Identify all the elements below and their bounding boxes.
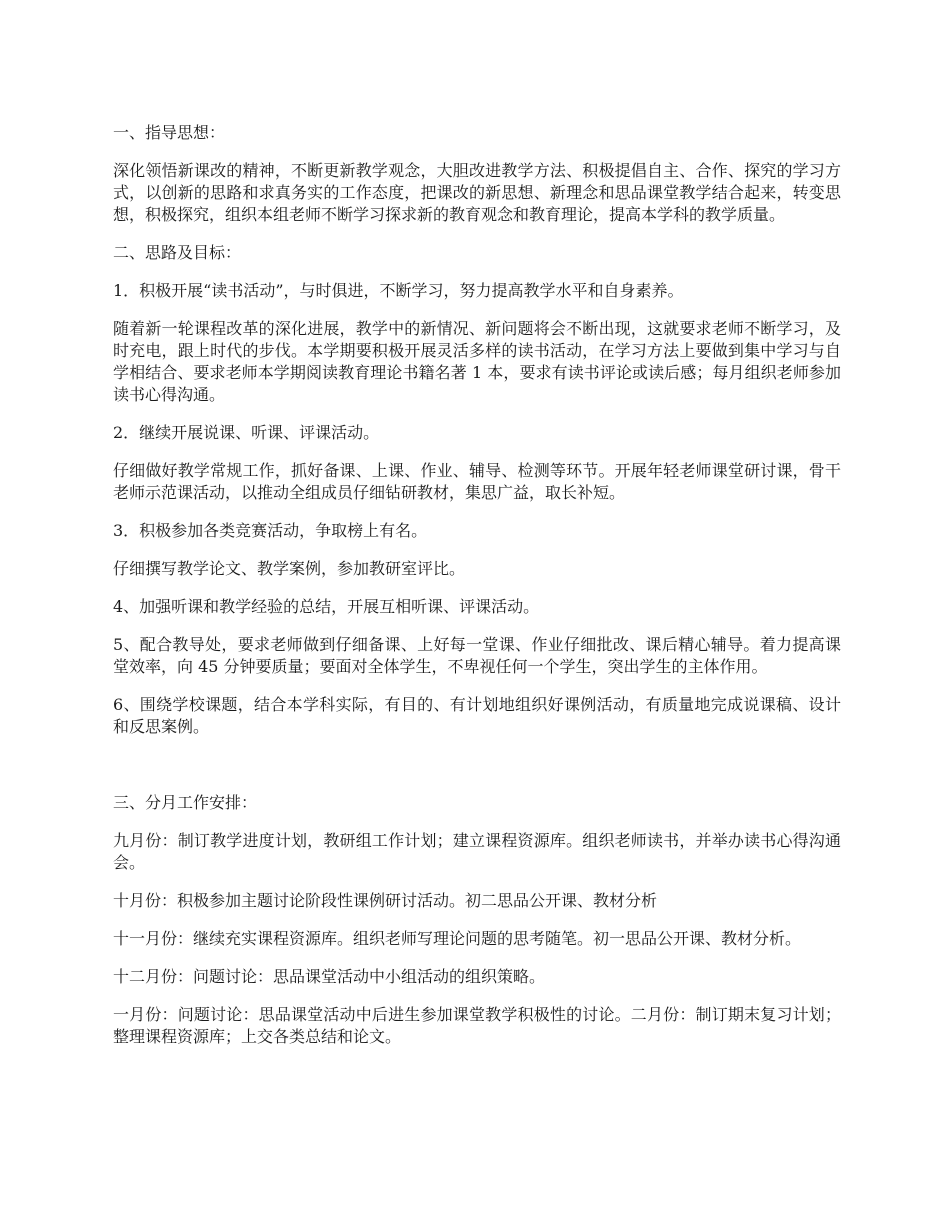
monthly-plan-november: 十一月份：继续充实课程资源库。组织老师写理论问题的思考随笔。初一思品公开课、教材分析。 xyxy=(113,929,802,948)
paragraph-reading-activity: 随着新一轮课程改革的深化进展，教学中的新情况、新问题将会不断出现，这就要求老师不断学习，及时充电，跟上时代的步伐。本学期要积极开展灵活多样的读书活动，在学习方法上要做到集中学习与自学相结合、要求老师本学期阅读教育理论书籍名著 1 本，要求有读书评论或读后感；每月组织老师参加读书心得沟通。 xyxy=(113,319,841,404)
goal-item-5: 5、配合教导处，要求老师做到仔细备课、上好每一堂课、作业仔细批改、课后精心辅导。着力提高课堂效率，向 45 分钟要质量；要面对全体学生，不卑视任何一个学生，突出学生的主体作用。 xyxy=(113,635,841,676)
section-heading-guiding-thought: 一、指导思想： xyxy=(113,123,226,142)
paragraph-teaching-routine: 仔细做好教学常规工作，抓好备课、上课、作业、辅导、检测等环节。开展年轻老师课堂研讨课，骨干老师示范课活动，以推动全组成员仔细钻研教材，集思广益，取长补短。 xyxy=(113,461,841,502)
goal-item-3: 3．积极参加各类竞赛活动，争取榜上有名。 xyxy=(113,521,428,540)
section-heading-goals: 二、思路及目标： xyxy=(113,243,242,262)
goal-item-4: 4、加强听课和教学经验的总结，开展互相听课、评课活动。 xyxy=(113,597,540,616)
monthly-plan-january-february: 一月份：问题讨论：思品课堂活动中后进生参加课堂教学积极性的讨论。二月份：制订期末复习计划；整理课程资源库；上交各类总结和论文。 xyxy=(113,1005,841,1046)
section-heading-monthly-plan: 三、分月工作安排： xyxy=(113,793,258,812)
paragraph-guiding-thought: 深化领悟新课改的精神，不断更新教学观念，大胆改进教学方法、积极提倡自主、合作、探究的学习方式，以创新的思路和求真务实的工作态度，把课改的新思想、新理念和思品课堂教学结合起来，转变思想，积极探究，组织本组老师不断学习探求新的教育观念和教育理论，提高本学科的教学质量。 xyxy=(113,161,841,224)
monthly-plan-october: 十月份：积极参加主题讨论阶段性课例研讨活动。初二思品公开课、教材分析 xyxy=(113,891,658,910)
paragraph-competition: 仔细撰写教学论文、教学案例，参加教研室评比。 xyxy=(113,559,466,578)
goal-item-1: 1．积极开展“读书活动”，与时俱进，不断学习，努力提高教学水平和自身素养。 xyxy=(113,281,684,300)
section-spacer xyxy=(113,754,841,792)
goal-item-6: 6、围绕学校课题，结合本学科实际，有目的、有计划地组织好课例活动，有质量地完成说课稿、设计和反思案例。 xyxy=(113,695,841,736)
monthly-plan-december: 十二月份：问题讨论：思品课堂活动中小组活动的组织策略。 xyxy=(113,967,546,986)
document-body xyxy=(113,122,841,1064)
monthly-plan-september: 九月份：制订教学进度计划，教研组工作计划；建立课程资源库。组织老师读书，并举办读书心得沟通会。 xyxy=(113,831,841,872)
goal-item-2: 2．继续开展说课、听课、评课活动。 xyxy=(113,423,380,442)
